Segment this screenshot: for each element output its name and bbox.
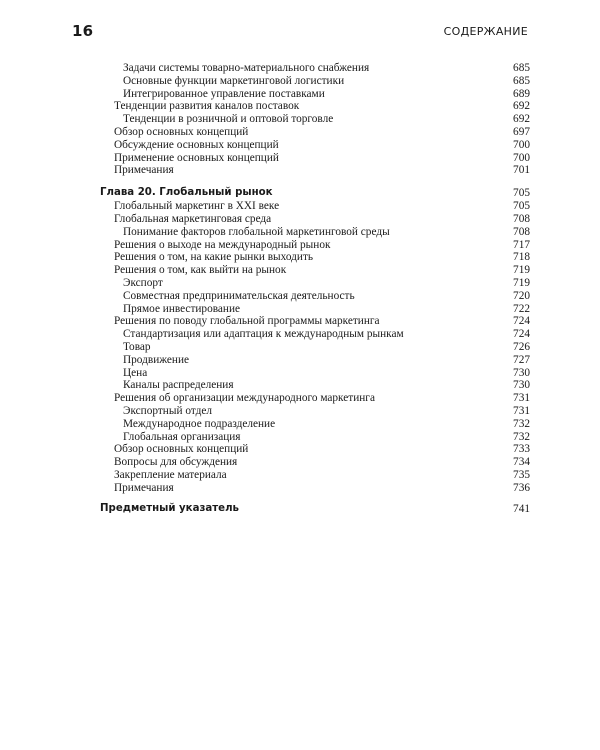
toc-entry-page: 722 — [513, 302, 530, 315]
toc-entry-title: Стандартизация или адаптация к международным рынкам — [123, 328, 404, 341]
toc-entry — [100, 251, 530, 264]
toc-entry-page: 736 — [513, 481, 530, 494]
toc-entry-title: Тенденции развития каналов поставок — [114, 100, 300, 113]
toc-entry-title: Совместная предпринимательская деятельность — [123, 289, 355, 302]
toc-entry-page: 689 — [513, 87, 530, 100]
toc-entry-page: 726 — [513, 340, 530, 353]
toc-entry — [100, 239, 530, 252]
toc-entry — [100, 75, 530, 88]
toc-entry — [100, 328, 530, 341]
toc-entry — [100, 200, 530, 213]
toc-entry-title: Каналы распределения — [123, 379, 234, 392]
toc-entry — [100, 152, 530, 165]
toc-entry-title: Экспорт — [123, 276, 163, 289]
toc-index-page: 741 — [513, 502, 530, 515]
toc-entry-title: Понимание факторов глобальной маркетинговой среды — [123, 225, 390, 238]
toc-entry — [100, 126, 530, 139]
toc-entry — [100, 264, 530, 277]
toc-entry — [100, 100, 530, 113]
toc-entry-page: 724 — [513, 315, 530, 328]
toc-entry-title: Вопросы для обсуждения — [114, 456, 238, 469]
toc-entry-page: 719 — [513, 264, 530, 277]
toc-entry-title: Закрепление материала — [114, 468, 227, 481]
toc-entry — [100, 469, 530, 482]
toc-entry — [100, 290, 530, 303]
toc-entry-page: 731 — [513, 392, 530, 405]
toc-entry — [100, 164, 530, 177]
toc-entry-title: Решения о том, на какие рынки выходить — [114, 251, 314, 264]
toc-chapter-page: 705 — [513, 187, 530, 200]
toc-entry-page: 732 — [513, 417, 530, 430]
toc-entry-page: 720 — [513, 289, 530, 302]
table-of-contents — [100, 62, 530, 516]
toc-entry-title: Обсуждение основных концепций — [114, 138, 279, 151]
toc-entry-page: 735 — [513, 468, 530, 481]
toc-entry-title: Продвижение — [123, 353, 190, 366]
toc-entry — [100, 341, 530, 354]
toc-entry-title: Решения о том, как выйти на рынок — [114, 264, 287, 277]
toc-entry-title: Решения о выходе на международный рынок — [114, 238, 331, 251]
toc-entry-page: 705 — [513, 200, 530, 213]
toc-entry — [100, 113, 530, 126]
toc-entry — [100, 392, 530, 405]
toc-entry — [100, 367, 530, 380]
toc-entry-page: 732 — [513, 430, 530, 443]
toc-entry-title: Тенденции в розничной и оптовой торговле — [123, 113, 334, 126]
toc-entry — [100, 456, 530, 469]
toc-entry-title: Прямое инвестирование — [123, 302, 241, 315]
toc-entry-title: Задачи системы товарно-материального снабжения — [123, 62, 370, 74]
toc-entry-title: Товар — [123, 340, 151, 353]
toc-entry — [100, 303, 530, 316]
toc-entry-page: 730 — [513, 366, 530, 379]
toc-entry-page: 692 — [513, 100, 530, 113]
toc-chapter-heading — [100, 186, 530, 200]
toc-entry — [100, 482, 530, 495]
toc-entry-title: Обзор основных концепций — [114, 443, 249, 456]
toc-entry — [100, 139, 530, 152]
toc-entry — [100, 226, 530, 239]
toc-entry-title: Применение основных концепций — [114, 151, 279, 164]
toc-entry-page: 697 — [513, 125, 530, 138]
toc-entry-title: Решения по поводу глобальной программы маркетинга — [114, 315, 380, 328]
toc-entry-page: 717 — [513, 238, 530, 251]
toc-entry — [100, 62, 530, 75]
toc-entry-page: 719 — [513, 276, 530, 289]
toc-entry-page: 727 — [513, 353, 530, 366]
toc-entry — [100, 213, 530, 226]
toc-entry-title: Глобальная организация — [123, 430, 241, 443]
toc-entry-page: 692 — [513, 113, 530, 126]
toc-entry-page: 733 — [513, 443, 530, 456]
toc-entry-page: 730 — [513, 379, 530, 392]
toc-entry — [100, 379, 530, 392]
toc-entry — [100, 277, 530, 290]
toc-entry-page: 708 — [513, 225, 530, 238]
toc-entry — [100, 431, 530, 444]
toc-index-title: Предметный указатель — [100, 502, 239, 514]
toc-entry-page: 700 — [513, 151, 530, 164]
toc-entry-title: Глобальная маркетинговая среда — [114, 212, 272, 225]
toc-entry-page: 685 — [513, 74, 530, 87]
toc-entry-title: Решения об организации международного маркетинга — [114, 392, 375, 405]
toc-entry — [100, 88, 530, 101]
toc-entry-title: Интегрированное управление поставками — [123, 87, 325, 100]
toc-entry-page: 700 — [513, 138, 530, 151]
page-number: 16 — [72, 22, 94, 40]
toc-chapter-title: Глава 20. Глобальный рынок — [100, 187, 273, 199]
toc-entry — [100, 315, 530, 328]
toc-entry-title: Основные функции маркетинговой логистики — [123, 74, 345, 87]
toc-entry-page: 734 — [513, 456, 530, 469]
toc-entry — [100, 418, 530, 431]
toc-entry-title: Глобальный маркетинг в XXI веке — [114, 200, 280, 213]
toc-index-heading — [100, 502, 530, 516]
toc-entry-page: 731 — [513, 404, 530, 417]
toc-entry-page: 708 — [513, 212, 530, 225]
toc-entry-title: Экспортный отдел — [123, 404, 213, 417]
toc-entry-page: 724 — [513, 328, 530, 341]
toc-entry-title: Примечания — [114, 164, 174, 177]
toc-entry-page: 685 — [513, 62, 530, 74]
toc-entry — [100, 405, 530, 418]
toc-entry-title: Обзор основных концепций — [114, 125, 249, 138]
toc-entry — [100, 354, 530, 367]
toc-entry-page: 718 — [513, 251, 530, 264]
toc-entry-title: Примечания — [114, 481, 174, 494]
running-head: СОДЕРЖАНИЕ — [443, 25, 528, 38]
toc-entry-page: 701 — [513, 164, 530, 177]
toc-entry-title: Цена — [123, 366, 148, 379]
toc-entry-title: Международное подразделение — [123, 417, 276, 430]
toc-entry — [100, 443, 530, 456]
